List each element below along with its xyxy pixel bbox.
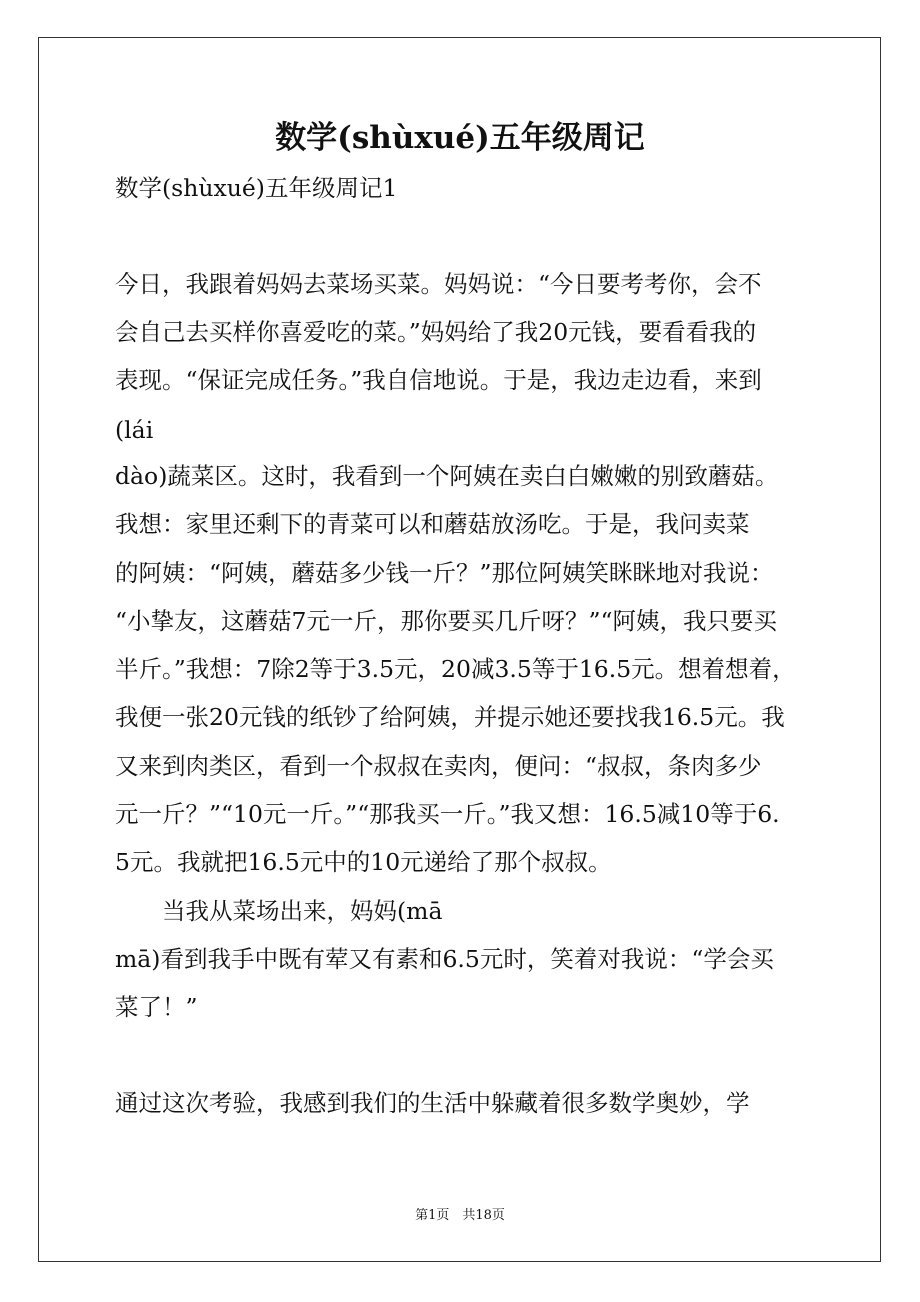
text-line: 通过这次考验，我感到我们的生活中躲藏着很多数学奥妙，学 — [115, 1089, 750, 1117]
document-title: 数学(shùxué)五年级周记 — [275, 120, 645, 156]
text-line: 又来到肉类区，看到一个叔叔在卖肉，便问：“叔叔，条肉多少 — [115, 752, 762, 780]
page-border — [38, 37, 881, 1262]
text-line: 5元。我就把16.5元中的10元递给了那个叔叔。 — [115, 848, 612, 876]
text-line: 表现。“保证完成任务。”我自信地说。于是，我边走边看，来到 — [115, 366, 762, 394]
text-line: 会自己去买样你喜爱吃的菜。”妈妈给了我20元钱，要看看我的 — [115, 318, 757, 346]
text-line: (lái — [115, 416, 154, 444]
document-subtitle: 数学(shùxué)五年级周记1 — [115, 174, 398, 202]
text-line: 我想：家里还剩下的青菜可以和蘑菇放汤吃。于是，我问卖菜 — [115, 510, 750, 538]
text-line: 今日，我跟着妈妈去菜场买菜。妈妈说：“今日要考考你，会不 — [115, 270, 762, 298]
text-line: 当我从菜场出来，妈妈(mā — [162, 897, 443, 925]
page-number: 第1页 共18页 — [415, 1208, 505, 1223]
text-line: 我便一张20元钱的纸钞了给阿姨，并提示她还要找我16.5元。我 — [115, 703, 785, 731]
text-line: dào)蔬菜区。这时，我看到一个阿姨在卖白白嫩嫩的别致蘑菇。 — [115, 462, 779, 490]
text-line: 半斤。”我想：7除2等于3.5元，20减3.5等于16.5元。想着想着， — [115, 655, 796, 683]
text-line: 的阿姨：“阿姨，蘑菇多少钱一斤？”那位阿姨笑眯眯地对我说： — [115, 559, 774, 587]
text-line: 菜了！” — [115, 993, 198, 1021]
text-line: “小挚友，这蘑菇7元一斤，那你要买几斤呀？”“阿姨，我只要买 — [115, 607, 777, 635]
text-line: mā)看到我手中既有荤又有素和6.5元时，笑着对我说：“学会买 — [115, 945, 774, 973]
text-line: 元一斤？”“10元一斤。”“那我买一斤。”我又想：16.5减10等于6. — [115, 800, 780, 828]
